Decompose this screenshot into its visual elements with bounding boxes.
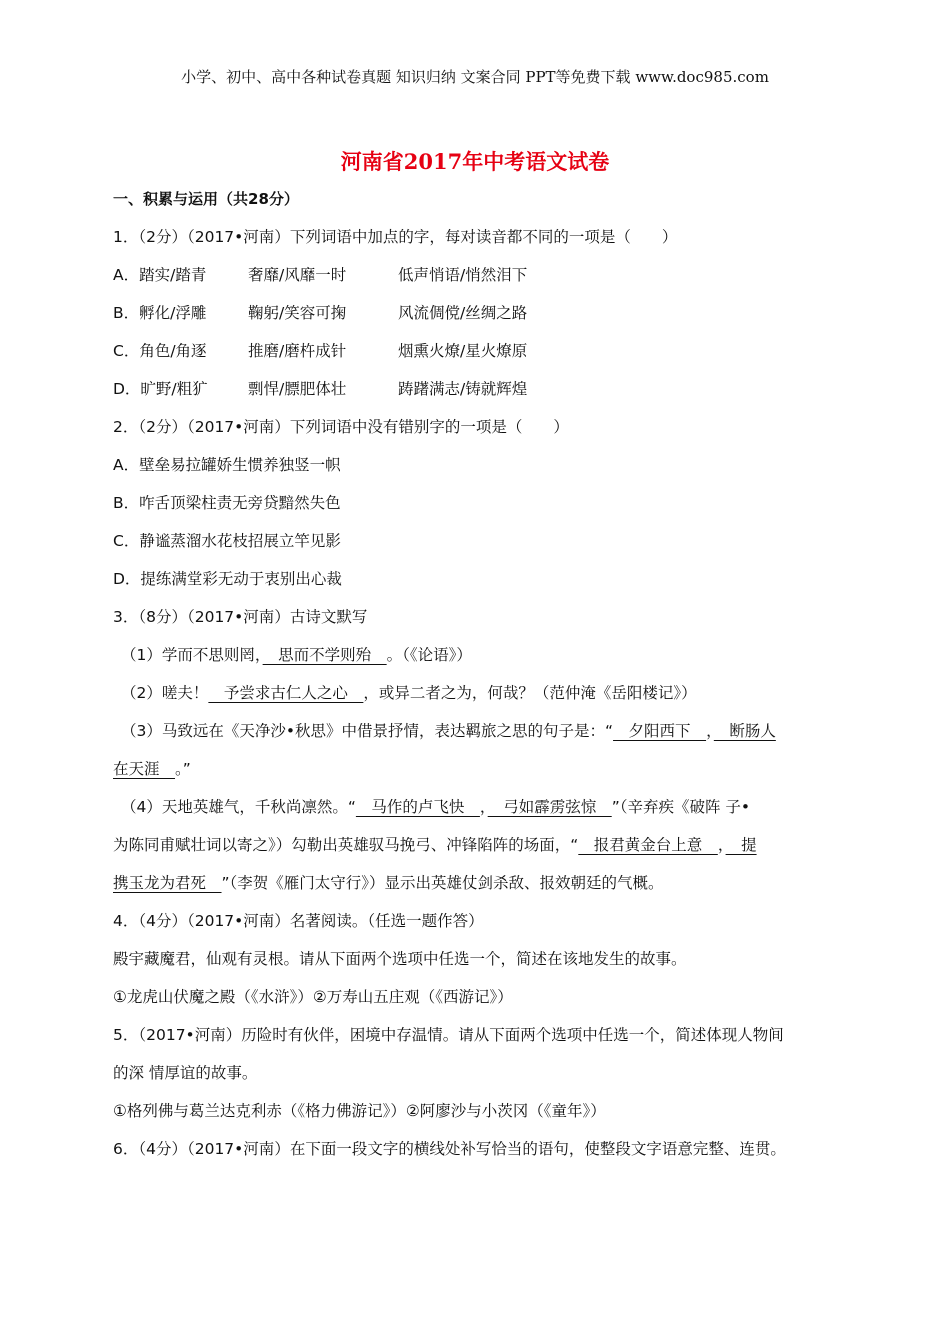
- q3-p3-answer-2a: 断肠人: [713, 722, 776, 740]
- q3-p4-pre: （4）天地英雄气，千秋尚凛然。“: [121, 798, 356, 816]
- q3-p4-answer-1: 马作的卢飞快: [355, 798, 480, 816]
- q3-p1-pre: （1）学而不思则罔，: [121, 646, 263, 664]
- question-5-stem-line2: 的深 情厚谊的故事。: [113, 1064, 258, 1082]
- q3-p4-mid1: ”（辛弃疾《破阵 子•: [611, 798, 751, 816]
- q1-option-a: [113, 256, 843, 294]
- q3-p1-post: 。（《论语》）: [386, 646, 472, 664]
- q3-part-1: [113, 636, 843, 674]
- q3-p4-sep2: ，: [717, 836, 726, 854]
- q1-b-3: 风流倜傥/丝绸之路: [398, 304, 528, 322]
- q3-p4-answer-2: 弓如霹雳弦惊: [487, 798, 612, 816]
- section-heading: 一、积累与运用（共28分）: [113, 190, 299, 208]
- q1-option-c: [113, 332, 843, 370]
- q3-part-4-line3: [113, 864, 843, 902]
- question-3-stem: 3．（8分）（2017•河南）古诗文默写: [113, 608, 368, 626]
- q1-a-3: 低声悄语/悄然泪下: [398, 266, 528, 284]
- q3-p4-answer-4a: 提: [725, 836, 757, 854]
- q3-part-3-line1: [113, 712, 843, 750]
- q3-p3-pre: （3）马致远在《天净沙•秋思》中借景抒情，表达羁旅之思的句子是：“: [121, 722, 614, 740]
- q1-a-2: 奢靡/风靡一时: [248, 266, 347, 284]
- q3-p4-mid2: 为陈同甫赋壮词以寄之》）勾勒出英雄驭马挽弓、冲锋陷阵的场面，“: [113, 836, 579, 854]
- question-1-stem: 1．（2分）（2017•河南）下列词语中加点的字，每对读音都不同的一项是（ ）: [113, 228, 678, 246]
- question-4-stem: 4．（4分）（2017•河南）名著阅读。（任选一题作答）: [113, 912, 484, 930]
- q4-choices: ①龙虎山伏魔之殿（《水浒》）②万寿山五庄观（《西游记》）: [113, 988, 513, 1006]
- q1-c-2: 推磨/磨杵成针: [248, 342, 347, 360]
- q1-c-3: 烟熏火燎/星火燎原: [398, 342, 528, 360]
- q3-part-2: [113, 674, 843, 712]
- q3-p4-answer-3: 报君黄金台上意: [578, 836, 718, 854]
- exam-content: [113, 184, 843, 1168]
- q2-option-d: D．提练满堂彩无动于衷别出心裁: [113, 570, 342, 588]
- q2-option-b: B．咋舌顶梁柱责无旁贷黯然失色: [113, 494, 341, 512]
- q1-c-1: C．角色/角逐: [113, 342, 207, 360]
- q1-option-d: [113, 370, 843, 408]
- q3-p4-sep1: ，: [479, 798, 488, 816]
- q3-p2-post: ，或异二者之为，何哉？（范仲淹《岳阳楼记》）: [363, 684, 697, 702]
- q3-p3-mid: ，: [706, 722, 714, 740]
- exam-title: 河南省2017年中考语文试卷: [340, 149, 610, 174]
- q3-part-4-line2: [113, 826, 843, 864]
- q3-p4-answer-4b: 携玉龙为君死: [113, 874, 222, 892]
- q1-option-b: [113, 294, 843, 332]
- q2-option-a: A．壁垒易拉罐娇生惯养独竖一帜: [113, 456, 341, 474]
- q4-text: 殿宇藏魔君，仙观有灵根。请从下面两个选项中任选一个，简述在该地发生的故事。: [113, 950, 687, 968]
- q3-p1-answer: 思而不学则殆: [262, 646, 387, 664]
- q2-option-c: C．静谧蒸溜水花枝招展立竿见影: [113, 532, 341, 550]
- q3-p3-answer-1: 夕阳西下: [613, 722, 707, 740]
- q1-d-3: 踌躇满志/铸就辉煌: [398, 380, 528, 398]
- q3-p2-answer: 予尝求古仁人之心: [208, 684, 364, 702]
- q3-p4-post: ”（李贺《雁门太守行》）显示出英雄仗剑杀敌、报效朝廷的气概。: [221, 874, 664, 892]
- q3-p3-post: 。”: [175, 760, 191, 778]
- q3-p2-pre: （2）嗟夫！: [121, 684, 209, 702]
- q1-b-1: B．孵化/浮雕: [113, 304, 207, 322]
- question-2-stem: 2．（2分）（2017•河南）下列词语中没有错别字的一项是（ ）: [113, 418, 569, 436]
- q1-d-2: 剽悍/膘肥体壮: [248, 380, 347, 398]
- q1-a-1: A．踏实/踏青: [113, 266, 207, 284]
- q1-b-2: 鞠躬/笑容可掬: [248, 304, 347, 322]
- question-6-stem: 6．（4分）（2017•河南）在下面一段文字的横线处补写恰当的语句，使整段文字语意完整、连贯。: [113, 1140, 786, 1158]
- q5-choices: ①格列佛与葛兰达克利赤（《格力佛游记》）②阿廖沙与小茨冈（《童年》）: [113, 1102, 606, 1120]
- q3-p3-answer-2b: 在天涯: [113, 760, 176, 778]
- question-5-stem-line1: 5．（2017•河南）历险时有伙伴，困境中存温情。请从下面两个选项中任选一个，简述体现人物间: [113, 1026, 784, 1044]
- page-header: 小学、初中、高中各种试卷真题 知识归纳 文案合同 PPT等免费下载 www.doc985.com: [181, 68, 769, 86]
- q3-part-3-line2: [113, 750, 843, 788]
- q3-part-4-line1: [113, 788, 843, 826]
- q1-d-1: D．旷野/粗犷: [113, 380, 208, 398]
